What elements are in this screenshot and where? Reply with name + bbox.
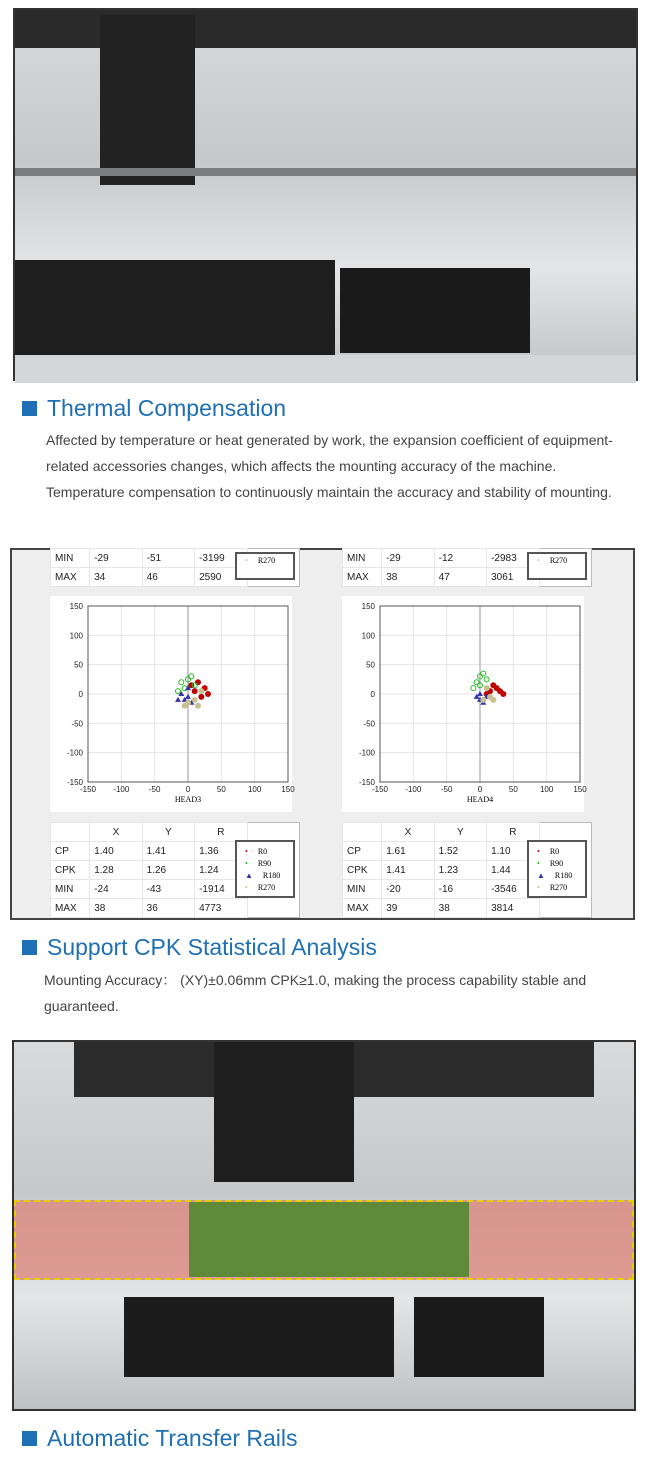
- data-point-r0: [206, 692, 211, 697]
- table-row: [51, 899, 300, 918]
- data-point-r0: [199, 694, 204, 699]
- table-row: [51, 823, 300, 842]
- legend-label: R270: [549, 882, 568, 892]
- legend-label: R90: [549, 858, 564, 868]
- table-row: [343, 823, 592, 842]
- data-point-r270: [484, 686, 489, 691]
- y-tick-label: 0: [78, 690, 83, 699]
- legend-label: R270: [257, 555, 276, 565]
- x-tick-label: 0: [185, 785, 191, 794]
- data-point-r90: [474, 680, 479, 685]
- table-cell: 1.52: [434, 842, 486, 861]
- x-tick-label: 100: [247, 785, 262, 794]
- heading-bullet-icon: [22, 401, 37, 416]
- machine-photo-thermal: [13, 8, 638, 381]
- y-tick-label: -100: [358, 748, 375, 758]
- y-tick-label: -50: [363, 719, 375, 729]
- scatter-plot: [50, 596, 295, 812]
- y-tick-label: 100: [69, 631, 83, 641]
- x-tick-label: -50: [440, 785, 453, 794]
- table-cell: 1.36: [195, 842, 247, 861]
- legend-item: [237, 857, 293, 869]
- table-cell: -2983: [487, 549, 539, 568]
- legend-marker-icon: •: [245, 882, 248, 892]
- table-cell: -1914: [195, 880, 247, 899]
- legend-label: R0: [257, 846, 268, 856]
- legend-item: [237, 881, 293, 893]
- legend-item: [529, 869, 585, 881]
- heading-bullet-icon: [22, 1431, 37, 1446]
- table-cell: Y: [142, 823, 194, 842]
- y-tick-label: -150: [358, 778, 375, 787]
- data-point-r0: [192, 689, 197, 694]
- table-cell: 1.61: [382, 842, 434, 861]
- x-tick-label: -150: [371, 785, 389, 794]
- table-cell: 1.44: [487, 861, 539, 880]
- y-tick-label: 0: [370, 690, 375, 699]
- legend-marker-icon: •: [245, 846, 248, 856]
- table-cell: -3546: [487, 880, 539, 899]
- section-heading-thermal: [22, 395, 286, 422]
- table-cell: MIN: [51, 549, 90, 568]
- table-cell: -29: [382, 549, 434, 568]
- y-tick-label: -100: [66, 748, 83, 758]
- data-point-r90: [176, 689, 181, 694]
- table-cell: MIN: [343, 549, 382, 568]
- y-tick-label: 150: [361, 602, 375, 611]
- legend-item: • R270: [537, 555, 568, 565]
- legend-item: • R270: [245, 555, 276, 565]
- table-cell: X: [90, 823, 142, 842]
- table-cell: 3814: [487, 899, 539, 918]
- legend: [235, 840, 295, 898]
- x-tick-label: 50: [508, 785, 518, 794]
- table-cell: [343, 823, 382, 842]
- data-point-r0: [196, 680, 201, 685]
- section-heading-cpk: [22, 934, 377, 961]
- table-cell: CP: [343, 842, 382, 861]
- table-cell: 2590: [195, 568, 247, 587]
- x-tick-label: 50: [216, 785, 226, 794]
- x-axis-label: HEAD3: [174, 795, 202, 804]
- legend-item: [237, 845, 293, 857]
- legend-marker-icon: •: [537, 858, 540, 868]
- data-point-r270: [199, 689, 204, 694]
- table-cell: -29: [90, 549, 142, 568]
- table-cell: -20: [382, 880, 434, 899]
- table-cell: 38: [434, 899, 486, 918]
- table-cell: CPK: [51, 861, 90, 880]
- legend-label: R0: [549, 846, 560, 856]
- table-cell: 34: [90, 568, 142, 587]
- data-point-r270: [186, 700, 191, 705]
- legend-item: [529, 845, 585, 857]
- table-cell: 36: [142, 899, 194, 918]
- heading-text: Automatic Transfer Rails: [47, 1425, 298, 1451]
- table-cell: 1.26: [142, 861, 194, 880]
- legend-label: R90: [257, 858, 272, 868]
- table-cell: 46: [142, 568, 194, 587]
- x-tick-label: 0: [477, 785, 483, 794]
- legend-marker-icon: ▲: [537, 870, 545, 880]
- table-cell: 38: [382, 568, 434, 587]
- table-cell: 1.41: [142, 842, 194, 861]
- table-cell: 1.10: [487, 842, 539, 861]
- table-cell: MAX: [343, 899, 382, 918]
- x-tick-label: -100: [113, 785, 130, 794]
- legend-item: [529, 857, 585, 869]
- table-cell: 38: [90, 899, 142, 918]
- legend-partial: [235, 552, 295, 580]
- legend: [527, 840, 587, 898]
- table-cell: -43: [142, 880, 194, 899]
- table-cell: -16: [434, 880, 486, 899]
- table-cell: MAX: [51, 568, 90, 587]
- data-point-r180: [185, 694, 191, 699]
- data-point-r270: [481, 697, 486, 702]
- x-tick-label: 150: [281, 785, 295, 794]
- legend-item: [529, 881, 585, 893]
- legend-item: [237, 869, 293, 881]
- data-point-r90: [179, 680, 184, 685]
- table-cell: 4773: [195, 899, 247, 918]
- x-tick-label: -50: [148, 785, 161, 794]
- table-cell: -51: [142, 549, 194, 568]
- table-cell: 1.23: [434, 861, 486, 880]
- y-tick-label: 50: [74, 660, 83, 670]
- legend-label: R270: [549, 555, 568, 565]
- table-cell: R: [195, 823, 247, 842]
- table-cell: 1.24: [195, 861, 247, 880]
- table-cell: MIN: [343, 880, 382, 899]
- x-tick-label: 150: [573, 785, 587, 794]
- table-cell: MAX: [51, 899, 90, 918]
- data-point-r270: [491, 697, 496, 702]
- x-axis-label: HEAD4: [466, 795, 494, 804]
- table-cell: 1.41: [382, 861, 434, 880]
- table-cell: R: [487, 823, 539, 842]
- scatter-plot: [342, 596, 587, 812]
- legend-marker-icon: •: [245, 858, 248, 868]
- data-point-r270: [192, 697, 197, 702]
- legend-marker-icon: •: [537, 882, 540, 892]
- legend-marker-icon: ▲: [245, 870, 253, 880]
- section-body-cpk: Mounting Accuracy： (XY)±0.06mm CPK≥1.0, making the process capability stable and guaranteed.: [44, 972, 587, 1014]
- table-cell: -12: [434, 549, 486, 568]
- data-point-r90: [189, 674, 194, 679]
- table-cell: -3199: [195, 549, 247, 568]
- data-point-r90: [471, 686, 476, 691]
- table-cell: CP: [51, 842, 90, 861]
- y-tick-label: 150: [69, 602, 83, 611]
- table-cell: MIN: [51, 880, 90, 899]
- table-row: [343, 899, 592, 918]
- heading-text: Support CPK Statistical Analysis: [47, 934, 377, 960]
- legend-partial: [527, 552, 587, 580]
- x-tick-label: -150: [79, 785, 97, 794]
- section-heading-rails: [22, 1425, 298, 1452]
- data-point-r0: [494, 686, 499, 691]
- y-tick-label: 50: [366, 660, 375, 670]
- table-cell: X: [382, 823, 434, 842]
- legend-label: R270: [257, 882, 276, 892]
- data-point-r270: [196, 703, 201, 708]
- table-cell: 1.40: [90, 842, 142, 861]
- y-tick-label: 100: [361, 631, 375, 641]
- section-body-thermal: Affected by temperature or heat generated by work, the expansion coefficient of equipment-related accessories changes, which affects the mounting accuracy of the machine. Temperature compensation to continuously maintain the accuracy and stability of mounting.: [46, 432, 613, 500]
- table-cell: 3061: [487, 568, 539, 587]
- data-point-r180: [175, 697, 181, 702]
- heading-bullet-icon: [22, 940, 37, 955]
- table-cell: Y: [434, 823, 486, 842]
- table-cell: [51, 823, 90, 842]
- y-tick-label: -150: [66, 778, 83, 787]
- table-cell: CPK: [343, 861, 382, 880]
- legend-marker-icon: •: [537, 846, 540, 856]
- data-point-r0: [501, 692, 506, 697]
- x-tick-label: 100: [539, 785, 554, 794]
- legend-label: R180: [262, 870, 281, 880]
- legend-label: R180: [554, 870, 573, 880]
- heading-text: Thermal Compensation: [47, 395, 287, 421]
- table-cell: 47: [434, 568, 486, 587]
- table-cell: -24: [90, 880, 142, 899]
- data-point-r90: [484, 677, 489, 682]
- data-point-r90: [481, 671, 486, 676]
- y-tick-label: -50: [71, 719, 83, 729]
- table-cell: 1.28: [90, 861, 142, 880]
- table-cell: MAX: [343, 568, 382, 587]
- x-tick-label: -100: [405, 785, 422, 794]
- table-cell: 39: [382, 899, 434, 918]
- machine-photo-rails: [12, 1040, 636, 1411]
